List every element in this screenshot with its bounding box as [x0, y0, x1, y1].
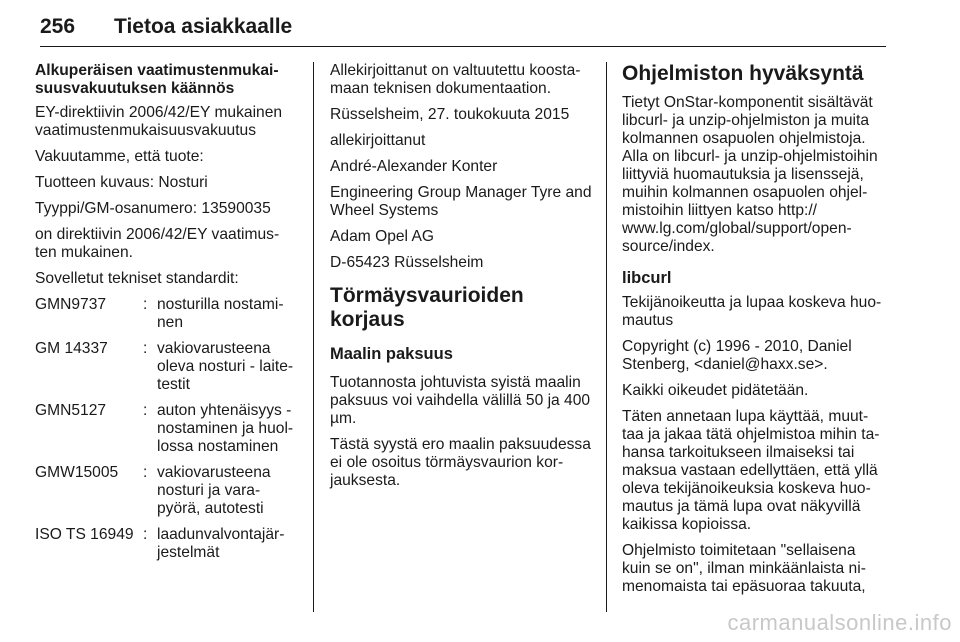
separator: :: [143, 402, 148, 419]
paragraph: Allekirjoittanut on valtuutettu koosta-maan teknisen dokumentaation.: [330, 62, 581, 97]
paragraph: Tietyt OnStar-komponentit sisältävät libcurl- ja unzip-ohjelmiston ja muita kolmannen osapuolen ohjelmistoja. Alla on libcurl- ja unzip-ohjelmistoihin liittyviä huomautuksia ja lisenssejä, muihin kolmannen osapuolen ohjel-mistoihin liittyen katso http:// www.lg.com/global/support/open-source/index.: [622, 94, 878, 255]
separator: :: [143, 296, 148, 313]
standard-description: nosturilla nostami-nen: [157, 296, 284, 331]
paragraph: Engineering Group Manager Tyre and Wheel Systems: [330, 184, 592, 219]
section-heading: Törmäysvaurioiden korjaus: [330, 284, 524, 331]
paragraph: Ohjelmisto toimitetaan "sellaisena kuin se on", ilman minkäänlaista ni-menomaista tai epäsuoraa takuuta,: [622, 542, 866, 595]
column-right: [622, 62, 888, 604]
page-number: 256: [40, 15, 76, 38]
standards-row: [35, 526, 300, 562]
column-left: [35, 62, 300, 570]
standard-description: auton yhtenäisyys - nostaminen ja huol-lossa nostaminen: [157, 402, 294, 455]
separator: :: [143, 526, 148, 543]
paragraph: Tuotannosta johtuvista syistä maalin paksuus voi vaihdella välillä 50 ja 400 µm.: [330, 374, 591, 427]
paragraph: Vakuutamme, että tuote:: [35, 148, 204, 165]
paragraph: on direktiivin 2006/42/EY vaatimus-ten mukainen.: [35, 226, 280, 261]
paragraph: Tekijänoikeutta ja lupaa koskeva huo-mautus: [622, 294, 882, 329]
paragraph: Tuotteen kuvaus: Nosturi: [35, 174, 208, 191]
paragraph: André-Alexander Konter: [330, 158, 498, 175]
column-middle: [330, 62, 592, 498]
paragraph: Sovelletut tekniset standardit:: [35, 270, 239, 287]
section-title: Tietoa asiakkaalle: [114, 15, 293, 38]
paragraph: allekirjoittanut: [330, 132, 426, 149]
paragraph: Adam Opel AG: [330, 228, 435, 245]
subsection-heading: Maalin paksuus: [330, 345, 453, 363]
standards-table: [35, 296, 300, 562]
standard-code: GMN9737: [35, 296, 107, 313]
paragraph: Copyright (c) 1996 - 2010, Daniel Stenberg, <daniel@haxx.se>.: [622, 338, 852, 373]
standard-code: GM 14337: [35, 340, 108, 357]
standard-description: vakiovarusteena nosturi ja vara-pyörä, autotesti: [157, 464, 271, 517]
standards-row: [35, 464, 300, 518]
standard-code: GMN5127: [35, 402, 107, 419]
standard-code: ISO TS 16949: [35, 526, 134, 543]
standard-description: vakiovarusteena oleva nosturi - laite-testit: [157, 340, 294, 393]
standard-code: GMW15005: [35, 464, 119, 481]
standards-row: [35, 340, 300, 394]
declaration-heading: Alkuperäisen vaatimustenmukai- suusvakuutuksen käännös: [35, 62, 279, 97]
standards-row: [35, 402, 300, 456]
watermark: carmanualsonline.info: [727, 610, 952, 635]
paragraph: Tyyppi/GM-osanumero: 13590035: [35, 200, 271, 217]
standards-row: [35, 296, 300, 332]
paragraph: Rüsselsheim, 27. toukokuuta 2015: [330, 106, 570, 123]
paragraph: EY-direktiivin 2006/42/EY mukainen vaatimustenmukaisuusvakuutus: [35, 104, 283, 139]
paragraph: Kaikki oikeudet pidätetään.: [622, 382, 809, 399]
paragraph: D-65423 Rüsselsheim: [330, 254, 484, 271]
subsection-heading: libcurl: [622, 269, 672, 287]
column-divider: [313, 62, 314, 612]
separator: :: [143, 464, 148, 481]
separator: :: [143, 340, 148, 357]
paragraph: Tästä syystä ero maalin paksuudessa ei ole osoitus törmäysvaurion kor-jauksesta.: [330, 436, 591, 489]
column-divider: [606, 62, 607, 612]
standard-description: laadunvalvontajär-jestelmät: [157, 526, 285, 561]
section-heading: Ohjelmiston hyväksyntä: [622, 62, 864, 85]
page-header: [40, 8, 886, 47]
paragraph: Täten annetaan lupa käyttää, muut-taa ja jakaa tätä ohjelmistoa mihin ta-hansa tarkoitukseen ilmaiseksi tai maksua vastaan edellyttäen, että yllä oleva tekijänoikeuksia koskeva huo-mautus ja tämä lupa ovat näkyvillä kaikissa kopioissa.: [622, 408, 880, 533]
